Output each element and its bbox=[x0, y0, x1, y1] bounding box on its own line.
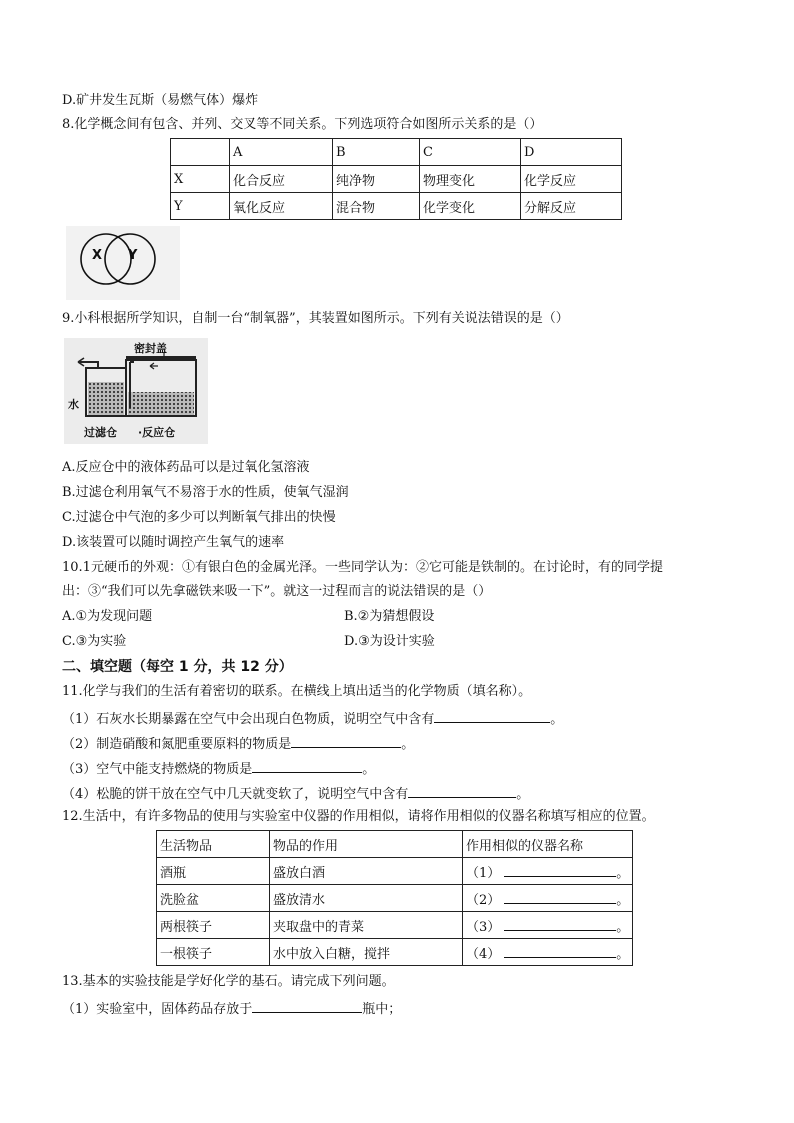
q11-stem: 11.化学与我们的生活有着密切的联系。在横线上填出适当的化学物质（填名称）。 bbox=[62, 684, 532, 699]
table-cell bbox=[463, 939, 633, 966]
q10-line2: 出：③“我们可以先拿磁铁来吸一下”。就这一过程而言的说法错误的是（） bbox=[62, 584, 492, 599]
table-cell: 洗脸盆 bbox=[157, 885, 270, 912]
q8-table bbox=[170, 138, 622, 220]
q12-stem: 12.生活中，有许多物品的使用与实验室中仪器的作用相似，请将作用相似的仪器名称填写相应的位置。 bbox=[62, 809, 655, 824]
label-reaction: ·反应仓 bbox=[138, 426, 176, 439]
answer-blank[interactable] bbox=[252, 758, 362, 773]
table-row bbox=[157, 939, 633, 966]
table-row bbox=[171, 193, 622, 220]
table-cell bbox=[171, 139, 230, 166]
q7-option-d: D.矿井发生瓦斯（易燃气体）爆炸 bbox=[62, 93, 259, 108]
label-lid: 密封盖 bbox=[134, 342, 167, 355]
q11-item-4 bbox=[62, 783, 529, 804]
table-cell: 化合反应 bbox=[230, 166, 333, 193]
venn-circle-x bbox=[81, 234, 131, 284]
table-row bbox=[157, 885, 633, 912]
section-title: 二、填空题（每空 1 分，共 12 分） bbox=[62, 659, 293, 675]
q13-item-pre: （1）实验室中，固体药品存放于 bbox=[62, 1002, 253, 1017]
q10-option-a: A.①为发现问题 bbox=[62, 609, 153, 624]
q11-item-text: （4）松脆的饼干放在空气中几天就变软了，说明空气中含有 bbox=[62, 787, 409, 802]
q10-option-b: B.②为猜想假设 bbox=[344, 609, 435, 624]
q11-item-text: （2）制造硝酸和氮肥重要原料的物质是 bbox=[62, 737, 292, 752]
item-number: （3） bbox=[466, 919, 501, 935]
q11-item-text: （3）空气中能支持燃烧的物质是 bbox=[62, 762, 253, 777]
label-filter: 过滤仓 bbox=[84, 426, 117, 439]
item-number: （1） bbox=[466, 865, 501, 881]
table-row bbox=[171, 166, 622, 193]
venn-label-x: X bbox=[92, 248, 103, 263]
table-cell: D bbox=[521, 139, 622, 166]
answer-blank[interactable] bbox=[504, 916, 616, 931]
answer-blank[interactable] bbox=[252, 998, 362, 1013]
q11-item-3 bbox=[62, 758, 375, 779]
q13-stem: 13.基本的实验技能是学好化学的基石。请完成下列问题。 bbox=[62, 974, 395, 989]
table-row bbox=[157, 858, 633, 885]
table-cell: 化学变化 bbox=[420, 193, 521, 220]
q9-option-c: C.过滤仓中气泡的多少可以判断氧气排出的快慢 bbox=[62, 510, 336, 525]
answer-blank[interactable] bbox=[408, 783, 516, 798]
item-number: （4） bbox=[466, 946, 501, 962]
table-cell: B bbox=[333, 139, 420, 166]
table-row bbox=[157, 831, 633, 858]
table-cell: 水中放入白糖，搅拌 bbox=[270, 939, 463, 966]
table-cell: 夹取盘中的青菜 bbox=[270, 912, 463, 939]
table-cell: 混合物 bbox=[333, 193, 420, 220]
filter-liquid bbox=[88, 382, 124, 415]
venn-label-y: Y bbox=[128, 248, 138, 263]
table-row bbox=[171, 139, 622, 166]
answer-blank[interactable] bbox=[504, 943, 616, 958]
table-cell: 物理变化 bbox=[420, 166, 521, 193]
answer-blank[interactable] bbox=[291, 733, 401, 748]
table-cell: 氧化反应 bbox=[230, 193, 333, 220]
q11-item-1 bbox=[62, 708, 563, 729]
table-row bbox=[157, 912, 633, 939]
oxygen-generator-figure bbox=[64, 338, 208, 444]
table-cell bbox=[463, 912, 633, 939]
q11-item-end: 。 bbox=[401, 737, 415, 752]
table-cell: 盛放白酒 bbox=[270, 858, 463, 885]
q9-option-a: A.反应仓中的液体药品可以是过氧化氢溶液 bbox=[62, 460, 310, 475]
table-cell bbox=[463, 858, 633, 885]
q11-item-end: 。 bbox=[516, 787, 530, 802]
table-cell: 盛放清水 bbox=[270, 885, 463, 912]
table-cell: 酒瓶 bbox=[157, 858, 270, 885]
item-end: 。 bbox=[616, 892, 630, 908]
table-cell: Y bbox=[171, 193, 230, 220]
table-cell: X bbox=[171, 166, 230, 193]
q8-stem: 8.化学概念间有包含、并列、交叉等不同关系。下列选项符合如图所示关系的是（） bbox=[62, 117, 543, 132]
table-cell: 生活物品 bbox=[157, 831, 270, 858]
item-end: 。 bbox=[616, 865, 630, 881]
q10-option-d: D.③为设计实验 bbox=[344, 634, 435, 649]
venn-svg bbox=[66, 226, 180, 300]
table-cell: 物品的作用 bbox=[270, 831, 463, 858]
table-cell: 分解反应 bbox=[521, 193, 622, 220]
venn-diagram bbox=[66, 226, 180, 300]
table-cell: 化学反应 bbox=[521, 166, 622, 193]
item-number: （2） bbox=[466, 892, 501, 908]
table-cell: A bbox=[230, 139, 333, 166]
q9-option-b: B.过滤仓利用氧气不易溶于水的性质，使氧气湿润 bbox=[62, 485, 349, 500]
q11-item-end: 。 bbox=[362, 762, 376, 777]
answer-blank[interactable] bbox=[504, 862, 616, 877]
q10-line1: 10.1元硬币的外观：①有银白色的金属光泽。一些同学认为：②它可能是铁制的。在讨论时，有的同学提 bbox=[62, 560, 663, 575]
answer-blank[interactable] bbox=[434, 708, 550, 723]
table-cell: 作用相似的仪器名称 bbox=[463, 831, 633, 858]
q9-stem: 9.小科根据所学知识，自制一台“制氧器”，其装置如图所示。下列有关说法错误的是（） bbox=[62, 311, 569, 326]
answer-blank[interactable] bbox=[504, 889, 616, 904]
q11-item-end: 。 bbox=[550, 712, 564, 727]
q12-table bbox=[156, 830, 633, 966]
item-end: 。 bbox=[616, 946, 630, 962]
item-end: 。 bbox=[616, 919, 630, 935]
q11-item-2 bbox=[62, 733, 414, 754]
q10-option-c: C.③为实验 bbox=[62, 634, 127, 649]
table-cell: 两根筷子 bbox=[157, 912, 270, 939]
q13-item-post: 瓶中； bbox=[362, 1002, 402, 1017]
table-cell: 一根筷子 bbox=[157, 939, 270, 966]
reaction-liquid bbox=[128, 392, 194, 415]
q9-option-d: D.该装置可以随时调控产生氧气的速率 bbox=[62, 535, 285, 550]
table-cell: 纯净物 bbox=[333, 166, 420, 193]
table-cell: C bbox=[420, 139, 521, 166]
q13-item-1 bbox=[62, 998, 401, 1019]
table-cell bbox=[463, 885, 633, 912]
q11-item-text: （1）石灰水长期暴露在空气中会出现白色物质，说明空气中含有 bbox=[62, 712, 435, 727]
label-water: 水 bbox=[68, 398, 79, 411]
